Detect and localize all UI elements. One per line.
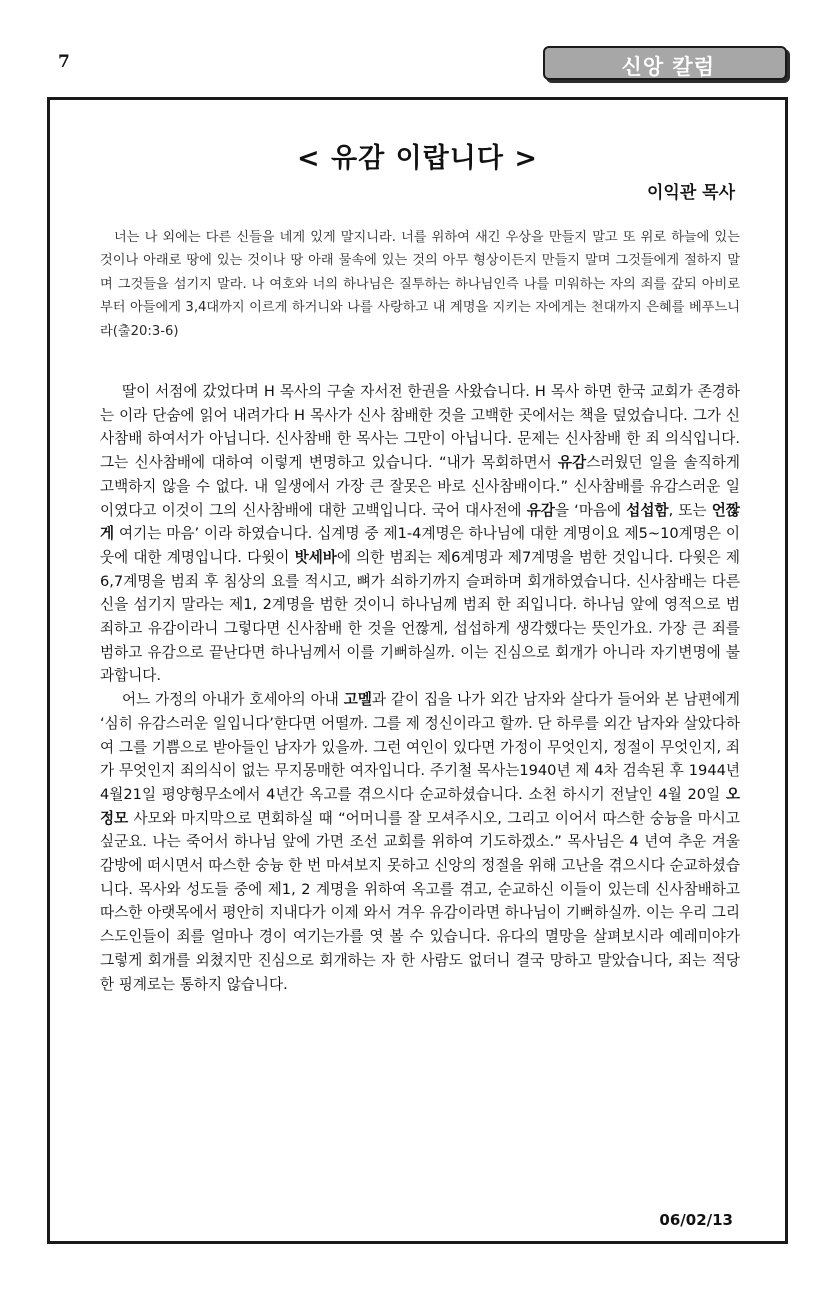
emphasis-text: 유감 xyxy=(558,454,587,472)
article-body xyxy=(100,380,740,996)
article-date: 06/02/13 xyxy=(659,1211,733,1229)
text-run: 어느 가정의 아내가 호세아의 아내 xyxy=(122,691,344,709)
section-tab xyxy=(543,46,787,80)
text-run: 을 ‘마음에 xyxy=(554,501,627,519)
emphasis-text: 오정모 xyxy=(100,785,740,827)
text-run: 여기는 마음’ 이라 하였습니다. 십계명 중 제1-4계명은 하나님에 대한 계명이요 제5~10계명은 이웃에 대한 계명입니다. 다윗이 xyxy=(100,525,740,566)
text-run: 사모와 마지막으로 면회하실 때 “어머니를 잘 모셔주시오, 그리고 이어서 따스한 숭늉을 마시고 싶군요. 나는 죽어서 하나님 앞에 가면 조선 교회를 위하여 기도하겠소.” 목사님은 4 년여 추운 겨울 감방에 떠시면서 따스한 숭늉 한 번 마셔보지 못하고 신앙의 정절을 위해 고난을 겪으시다 순교하셨습니다. 목사와 성도들 중에 제1, 2 계명을 위하여 옥고를 겪고, 순교하신 이들이 있는데 신사참배하고 따스한 아랫목에서 평안히 지내다가 이제 와서 겨우 유감이라면 하나님이 기뻐하실까. 이는 우리 그리스도인들이 죄를 얼마나 경이 여기는가를 엿 볼 수 있습니다. 유다의 멸망을 살펴보시라 예레미야가 그렇게 회개를 외쳤지만 진심으로 회개하는 자 한 사람도 없더니 결국 망하고 말았습니다, 죄는 적당한 핑계로는 통하지 않습니다. xyxy=(100,809,740,993)
page-number: 7 xyxy=(58,52,70,72)
text-run: 딸이 서점에 갔었다며 H 목사의 구술 자서전 한권을 사왔습니다. H 목사 하면 한국 교회가 존경하는 이라 단숨에 읽어 내려가다 H 목사가 신사 참배한 것을 고백한 곳에서는 책을 덮었습니다. 그가 신사참배 하여서가 아닙니다. 신사참배 한 목사는 그만이 아닙니다. 문제는 신사참배 한 죄 의식입니다. 그는 신사참배에 대하여 이렇게 변명하고 있습니다. “내가 목회하면서 xyxy=(100,383,740,472)
body-paragraph-2 xyxy=(100,688,740,996)
section-title: 신앙 칼럼 xyxy=(621,55,715,79)
emphasis-text: 고멜 xyxy=(343,691,372,709)
article-title: < 유감 이랍니다 > xyxy=(297,143,538,174)
article-author: 이익관 목사 xyxy=(646,183,735,203)
scripture-text: 너는 나 외에는 다른 신들을 네게 있게 말지니라. 너를 위하여 새긴 우상을 만들지 말고 또 위로 하늘에 있는 것이나 아래로 땅에 있는 것이나 땅 아래 물속에 있는 것의 아무 형상이든지 만들지 말며 그것들에게 절하지 말며 그것들을 섬기지 말라. 나 여호와 너의 하나님은 질투하는 하나님인즉 나를 미워하는 자의 죄를 갚되 아비로부터 아들에게 3,4대까지 이르게 하거니와 나를 사랑하고 내 계명을 지키는 자에게는 천대까지 은혜를 베푸느니라(출20:3-6) xyxy=(100,230,740,339)
text-run: 에 의한 범죄는 제6계명과 제7계명을 범한 것입니다. 다윗은 제 6,7계명을 범죄 후 침상의 요를 적시고, 뼈가 쇠하기까지 슬퍼하며 회개하였습니다. 신사참배는 다른 신을 섬기지 말라는 제1, 2계명을 범한 것이니 하나님께 범죄 한 죄입니다. 하나님 앞에 영적으로 범죄하고 유감이라니 그렇다면 신사참배 한 것을 언짢게, 섭섭하게 생각했다는 뜻인가요. 가장 큰 죄를 범하고 유감으로 끝난다면 하나님께서 이를 기뻐하실까. 이는 진심으로 회개가 아니라 자기변명에 불과합니다. xyxy=(100,548,740,685)
emphasis-text: 밧세바 xyxy=(294,548,337,566)
text-run: 스러웠던 일을 솔직하게 고백하지 않을 수 없다. 내 일생에서 가장 큰 잘못은 바로 신사참배이다.” 신사참배를 유감스러운 일이였다고 이것이 그의 신사참배에 대한 고백입니다. 국어 대사전에 xyxy=(100,454,741,519)
scripture-quote xyxy=(100,226,740,343)
emphasis-text: 언짢게 xyxy=(100,501,740,543)
emphasis-text: 섭섭함 xyxy=(626,501,669,519)
body-paragraph-1 xyxy=(100,380,740,688)
emphasis-text: 유감 xyxy=(526,501,555,519)
text-run: , 또는 xyxy=(668,501,712,519)
text-run: 과 같이 집을 나가 외간 남자와 살다가 들어와 본 남편에게 ‘심히 유감스러운 일입니다’한다면 어떨까. 그를 제 정신이라고 할까. 단 하루를 외간 남자와 살았다하여 그를 기쁨으로 받아들인 남자가 있을까. 그런 여인이 있다면 가정이 무엇인지, 정절이 무엇인지, 죄가 무엇인지 죄의식이 없는 무지몽매한 여자입니다. 주기철 목사는1940년 제 4차 검속된 후 1944년 4월21일 평양형무소에서 4년간 옥고를 겪으시다 순교하셨습니다. 소천 하시기 전날인 4월 20일 xyxy=(100,691,740,803)
